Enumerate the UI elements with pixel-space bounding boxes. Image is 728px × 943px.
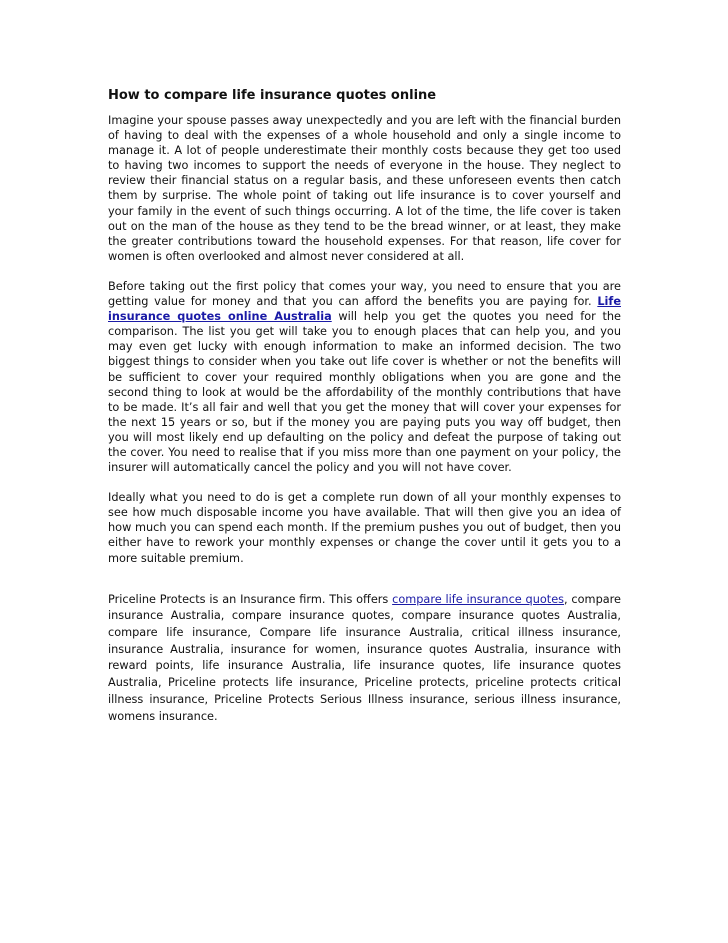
paragraph-policy-text-end: will help you get the quotes you need for the comparison. The list you get will take you to enough places that can help you, and you may even get lucky with enough information to make an informed decision. The two biggest things to consider when you take out life cover is whether or not the benefits will be sufficient to cover your required monthly obligations when you are gone and the second thing to look at would be the affordability of the monthly contributions that have to be made. It’s all fair and well that you get the money that will cover your expenses for the next 15 years or so, but if the money you are paying puts you way off budget, then you will most likely end up defaulting on the policy and defeat the purpose of taking out the cover. You need to realise that if you miss more than one payment on your policy, the insurer will automatically cancel the policy and you will not have cover. [108,310,621,475]
paragraph-priceline [108,592,621,726]
paragraph-budget [108,490,621,565]
paragraph-policy-text-start: Before taking out the first policy that comes your way, you need to ensure that you are getting value for money and that you can afford the benefits you are paying for. [108,279,621,309]
paragraph-intro [108,113,621,264]
paragraph-intro-text: Imagine your spouse passes away unexpectedly and you are left with the financial burden of having to deal with the expenses of a whole household and only a single income to manage it. A lot of people underestimate their monthly costs because they get too used to having two incomes to support the needs of everyone in the house. They neglect to review their financial status on a regular basis, and these unforeseen events then catch them by surprise. The whole point of taking out life insurance is to cover yourself and your family in the event of such things occurring. A lot of the time, the life cover is taken out on the man of the house as they tend to be the bread winner, or at least, they make the greater contributions toward the household expenses. For that reason, life cover for women is often overlooked and almost never considered at all. [108,114,621,263]
paragraph-priceline-text-end: , compare insurance Australia, compare insurance quotes, compare insurance quotes Australia, compare life insurance, Compare life insurance Australia, critical illness insurance, insurance Australia, insurance for women, insurance quotes Australia, insurance with reward points, life insurance Australia, life insurance quotes, life insurance quotes Australia, Priceline protects life insurance, Priceline protects, priceline protects critical illness insurance, Priceline Protects Serious Illness insurance, serious illness insurance, womens insurance. [108,592,622,723]
document-page [108,87,621,740]
paragraph-priceline-text-start: Priceline Protects is an Insurance firm. This offers [108,592,393,606]
compare-life-insurance-quotes-link[interactable]: compare life insurance quotes [392,592,565,606]
paragraph-policy [108,279,621,475]
paragraph-budget-text: Ideally what you need to do is get a complete run down of all your monthly expenses to see how much disposable income you have available. That will then give you an idea of how much you can spend each month. If the premium pushes you out of budget, then you either have to rework your monthly expenses or change the cover until it gets you to a more suitable premium. [108,491,621,565]
document-title: How to compare life insurance quotes online [108,88,437,103]
life-insurance-quotes-online-australia-link[interactable]: Life insurance quotes online Australia [108,295,621,324]
